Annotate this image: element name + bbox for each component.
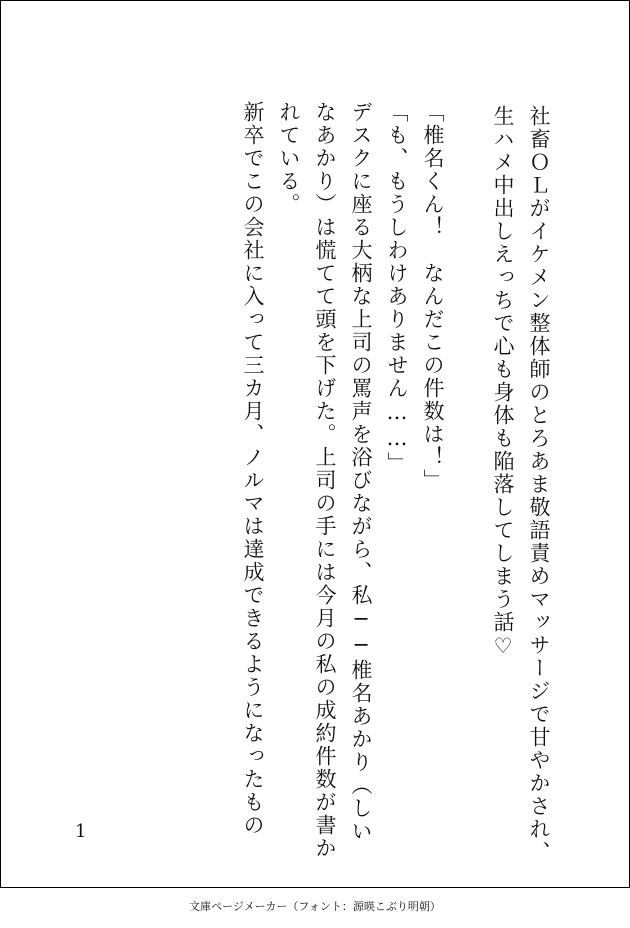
body-line: れている。 <box>277 101 301 216</box>
footer-credit: 文庫ページメーカー（フォント：源暎こぶり明朝） <box>189 900 441 913</box>
body-line: 「も、もうしわけありません……」 <box>385 101 409 475</box>
body-line: なあかり）は慌てて頭を下げた。上司の手には今月の私の成約件数が書か <box>313 101 337 860</box>
body-line: 「椎名くん！ なんだこの件数は！」 <box>421 101 445 492</box>
story-title <box>485 105 557 864</box>
body-line: デスクに座る大柄な上司の罵声を浴びながら、私──椎名あかり（しい <box>349 101 373 843</box>
title-line: 社畜ＯＬがイケメン整体師のとろあま敬語責めマッサージで甘やかされ、 <box>527 105 551 864</box>
story-body <box>235 101 451 860</box>
page-number: 1 <box>75 821 87 842</box>
title-line: 生ハメ中出しえっちで心も身体も陥落してしまう話♡ <box>491 105 515 660</box>
body-line: 新卒でこの会社に入って三カ月、ノルマは達成できるようになったもの <box>241 101 265 837</box>
